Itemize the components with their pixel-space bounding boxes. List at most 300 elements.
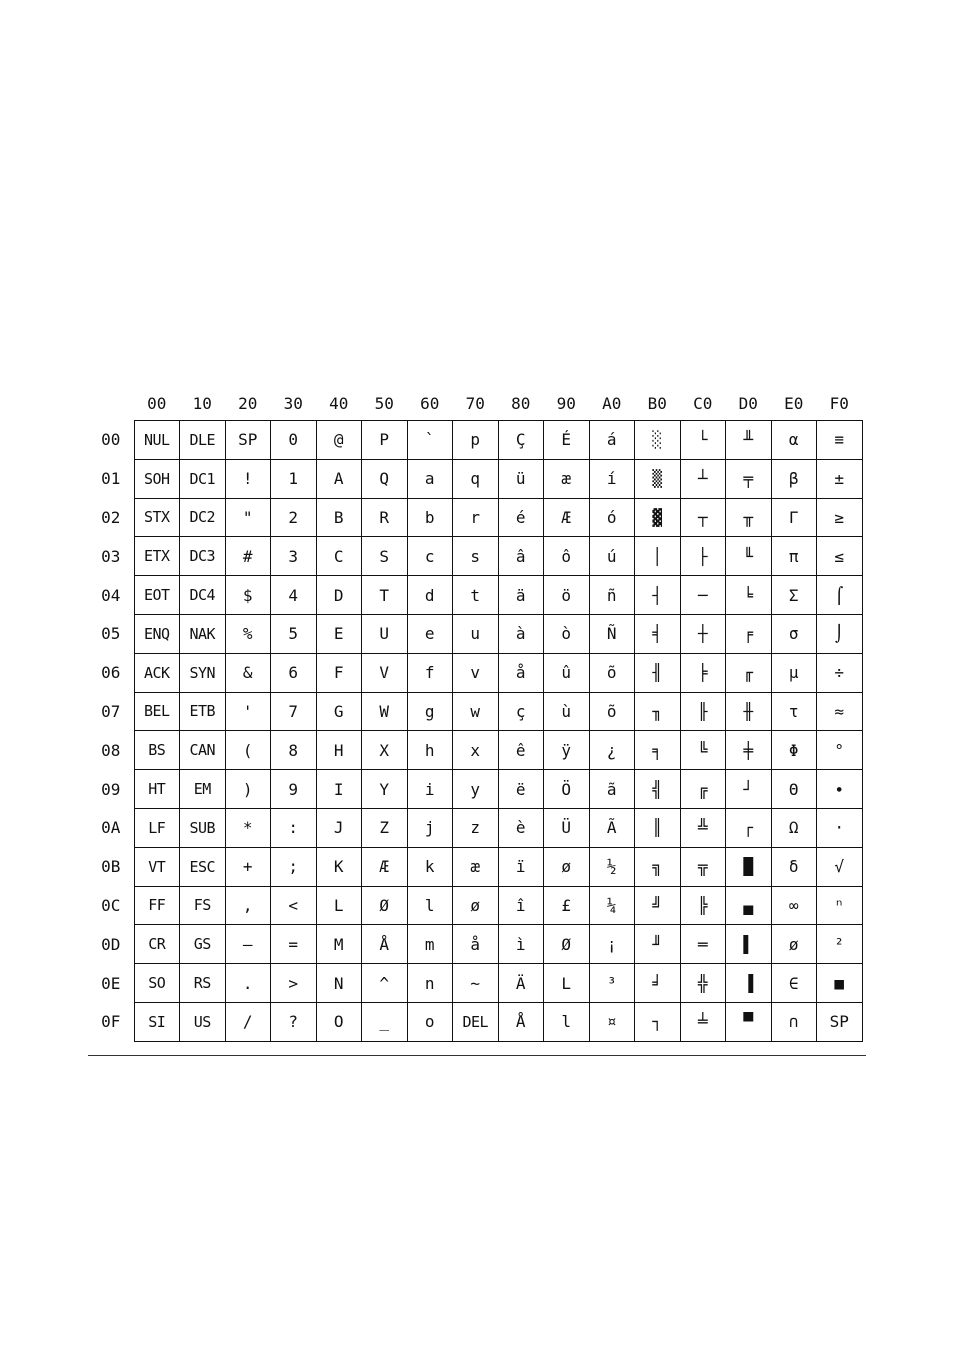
character-cell: 3 [271, 537, 317, 576]
character-cell: æ [544, 459, 590, 498]
row-header: 0E [101, 973, 121, 993]
character-cell: ╞ [680, 653, 726, 692]
character-cell: ù [544, 692, 590, 731]
character-cell: & [225, 653, 271, 692]
character-cell: û [544, 653, 590, 692]
character-cell: Ã [589, 808, 635, 847]
column-header: C0 [693, 393, 713, 413]
character-cell: DLE [180, 421, 226, 460]
character-cell: B [316, 498, 362, 537]
character-cell: ┼ [680, 614, 726, 653]
character-cell: ╫ [726, 692, 772, 731]
column-header: 20 [238, 393, 258, 413]
character-cell: BEL [134, 692, 180, 731]
character-cell: L [544, 964, 590, 1003]
character-cell: u [453, 614, 499, 653]
column-header: F0 [829, 393, 849, 413]
character-cell: ╘ [726, 576, 772, 615]
character-cell: ╣ [635, 770, 681, 809]
character-cell: DC3 [180, 537, 226, 576]
character-cell: î [498, 886, 544, 925]
character-cell: VT [134, 847, 180, 886]
character-cell: p [453, 421, 499, 460]
character-cell: US [180, 1002, 226, 1041]
character-cell: τ [771, 692, 817, 731]
character-cell: õ [589, 692, 635, 731]
character-cell: ≈ [817, 692, 863, 731]
column-header: A0 [602, 393, 622, 413]
row-header: 0A [101, 818, 121, 838]
character-cell: q [453, 459, 499, 498]
character-cell: Γ [771, 498, 817, 537]
character-cell: ┴ [680, 459, 726, 498]
character-cell: ┘ [726, 770, 772, 809]
character-cell: ⁿ [817, 886, 863, 925]
character-cell: l [544, 1002, 590, 1041]
character-cell: á [589, 421, 635, 460]
character-cell: ò [544, 614, 590, 653]
character-cell: ╥ [726, 498, 772, 537]
character-cell: Æ [362, 847, 408, 886]
character-cell: ÿ [544, 731, 590, 770]
character-cell: N [316, 964, 362, 1003]
character-cell: 0 [271, 421, 317, 460]
character-cell: ø [544, 847, 590, 886]
character-cell: ETX [134, 537, 180, 576]
character-cell: Ö [544, 770, 590, 809]
character-cell: ╓ [726, 653, 772, 692]
character-cell: ' [225, 692, 271, 731]
character-cell: l [407, 886, 453, 925]
character-cell: h [407, 731, 453, 770]
character-cell: ã [589, 770, 635, 809]
character-cell: ╤ [726, 459, 772, 498]
character-cell: ░ [635, 421, 681, 460]
character-cell: α [771, 421, 817, 460]
character-cell: ┌ [726, 808, 772, 847]
character-cell: ÷ [817, 653, 863, 692]
column-header: 00 [147, 393, 167, 413]
row-header: 02 [101, 507, 121, 527]
character-cell: y [453, 770, 499, 809]
character-cell: ╕ [635, 731, 681, 770]
character-cell: ESC [180, 847, 226, 886]
character-cell: õ [589, 653, 635, 692]
character-cell: FS [180, 886, 226, 925]
character-cell: D [316, 576, 362, 615]
character-cell: ╢ [635, 653, 681, 692]
table-row [88, 576, 862, 615]
character-cell: F [316, 653, 362, 692]
character-cell: SO [134, 964, 180, 1003]
character-cell: V [362, 653, 408, 692]
character-cell: ┐ [635, 1002, 681, 1041]
character-cell: Y [362, 770, 408, 809]
character-cell: LF [134, 808, 180, 847]
table-row [88, 459, 862, 498]
character-cell: RS [180, 964, 226, 1003]
character-cell: % [225, 614, 271, 653]
character-cell: A [316, 459, 362, 498]
character-cell: ú [589, 537, 635, 576]
character-cell: I [316, 770, 362, 809]
character-cell: ╒ [726, 614, 772, 653]
character-cell: β [771, 459, 817, 498]
character-cell: ▄ [726, 886, 772, 925]
horizontal-rule [88, 1055, 866, 1056]
character-cell: 8 [271, 731, 317, 770]
character-cell: Ç [498, 421, 544, 460]
character-cell: E [316, 614, 362, 653]
character-cell: Φ [771, 731, 817, 770]
character-cell: # [225, 537, 271, 576]
character-cell: ± [817, 459, 863, 498]
character-cell: å [498, 653, 544, 692]
table-row [88, 886, 862, 925]
character-cell: J [316, 808, 362, 847]
character-cell: EM [180, 770, 226, 809]
character-cell: " [225, 498, 271, 537]
character-cell: EOT [134, 576, 180, 615]
row-header: 01 [101, 469, 121, 489]
character-cell: ╪ [726, 731, 772, 770]
column-header: 90 [556, 393, 576, 413]
table-row [88, 614, 862, 653]
row-header: 0B [101, 857, 121, 877]
character-cell: £ [544, 886, 590, 925]
table-row [88, 731, 862, 770]
character-cell: ⌡ [817, 614, 863, 653]
character-cell: ¡ [589, 925, 635, 964]
character-cell: ` [407, 421, 453, 460]
character-cell: S [362, 537, 408, 576]
column-header: 80 [511, 393, 531, 413]
character-cell: ─ [680, 576, 726, 615]
character-cell: f [407, 653, 453, 692]
character-cell: δ [771, 847, 817, 886]
character-cell: Z [362, 808, 408, 847]
character-cell: ≡ [817, 421, 863, 460]
character-cell: ╧ [680, 1002, 726, 1041]
character-cell: Ω [771, 808, 817, 847]
character-cell: · [817, 808, 863, 847]
character-cell: ! [225, 459, 271, 498]
character-cell: ⌠ [817, 576, 863, 615]
character-cell: ^ [362, 964, 408, 1003]
character-cell: GS [180, 925, 226, 964]
table-row [88, 498, 862, 537]
column-header: 70 [465, 393, 485, 413]
character-cell: â [498, 537, 544, 576]
character-set-table [88, 386, 863, 1042]
character-cell: └ [680, 421, 726, 460]
character-cell: U [362, 614, 408, 653]
character-cell: SUB [180, 808, 226, 847]
character-cell: @ [316, 421, 362, 460]
column-header: 40 [329, 393, 349, 413]
character-cell: Ñ [589, 614, 635, 653]
character-cell: æ [453, 847, 499, 886]
character-cell: ø [453, 886, 499, 925]
column-header-row [88, 386, 862, 421]
character-cell: + [225, 847, 271, 886]
character-cell: Q [362, 459, 408, 498]
character-cell: NAK [180, 614, 226, 653]
character-cell: C [316, 537, 362, 576]
character-cell: ╬ [680, 964, 726, 1003]
character-cell: STX [134, 498, 180, 537]
character-cell: W [362, 692, 408, 731]
character-cell: Ø [362, 886, 408, 925]
character-cell: HT [134, 770, 180, 809]
character-cell: b [407, 498, 453, 537]
character-cell: v [453, 653, 499, 692]
character-cell: m [407, 925, 453, 964]
character-cell: a [407, 459, 453, 498]
character-cell: ) [225, 770, 271, 809]
row-header: 08 [101, 740, 121, 760]
character-cell: . [225, 964, 271, 1003]
character-cell: ? [271, 1002, 317, 1041]
character-cell: > [271, 964, 317, 1003]
character-cell: σ [771, 614, 817, 653]
character-cell: DC1 [180, 459, 226, 498]
character-cell: é [498, 498, 544, 537]
character-cell: 9 [271, 770, 317, 809]
row-header: 04 [101, 585, 121, 605]
character-cell: │ [635, 537, 681, 576]
character-cell: 7 [271, 692, 317, 731]
character-cell: ╝ [635, 886, 681, 925]
character-cell: ╩ [680, 808, 726, 847]
character-cell: ë [498, 770, 544, 809]
row-header: 07 [101, 701, 121, 721]
character-cell: ≥ [817, 498, 863, 537]
table-row [88, 537, 862, 576]
character-cell: ▀ [726, 1002, 772, 1041]
character-cell: ∙ [817, 770, 863, 809]
character-cell: DC4 [180, 576, 226, 615]
character-cell: Ü [544, 808, 590, 847]
character-cell: ( [225, 731, 271, 770]
row-header: 0D [101, 934, 121, 954]
character-cell: d [407, 576, 453, 615]
character-cell: à [498, 614, 544, 653]
character-cell: SP [817, 1002, 863, 1041]
character-cell: 1 [271, 459, 317, 498]
character-cell: o [407, 1002, 453, 1041]
character-cell: 2 [271, 498, 317, 537]
character-cell: µ [771, 653, 817, 692]
row-header: 03 [101, 546, 121, 566]
character-cell: Ø [544, 925, 590, 964]
table-row [88, 964, 862, 1003]
character-cell: Ä [498, 964, 544, 1003]
character-cell: x [453, 731, 499, 770]
row-header: 0C [101, 895, 121, 915]
character-cell: ï [498, 847, 544, 886]
table-row [88, 1002, 862, 1041]
character-cell: ü [498, 459, 544, 498]
character-cell: w [453, 692, 499, 731]
character-cell: ø [771, 925, 817, 964]
character-cell: ñ [589, 576, 635, 615]
character-cell: ├ [680, 537, 726, 576]
character-cell: ╖ [635, 692, 681, 731]
character-cell: ½ [589, 847, 635, 886]
character-cell: ╠ [680, 886, 726, 925]
character-cell: r [453, 498, 499, 537]
character-cell: ║ [635, 808, 681, 847]
character-cell: n [407, 964, 453, 1003]
character-cell: 4 [271, 576, 317, 615]
character-cell: π [771, 537, 817, 576]
column-header: D0 [738, 393, 758, 413]
character-cell: ╚ [680, 731, 726, 770]
character-grid [88, 421, 862, 1042]
character-cell: ì [498, 925, 544, 964]
table-row [88, 925, 862, 964]
table-row [88, 653, 862, 692]
character-cell: _ [362, 1002, 408, 1041]
character-cell: FF [134, 886, 180, 925]
character-cell: ╛ [635, 964, 681, 1003]
character-cell: SP [225, 421, 271, 460]
character-cell: i [407, 770, 453, 809]
character-cell: , [225, 886, 271, 925]
character-cell: T [362, 576, 408, 615]
character-cell: : [271, 808, 317, 847]
row-header: 09 [101, 779, 121, 799]
character-cell: z [453, 808, 499, 847]
character-cell: j [407, 808, 453, 847]
character-cell: BS [134, 731, 180, 770]
table-row [88, 692, 862, 731]
row-header: 06 [101, 663, 121, 683]
character-cell: / [225, 1002, 271, 1041]
character-cell: ç [498, 692, 544, 731]
character-cell: ╡ [635, 614, 681, 653]
character-cell: SYN [180, 653, 226, 692]
character-cell: É [544, 421, 590, 460]
character-cell: ACK [134, 653, 180, 692]
character-cell: DC2 [180, 498, 226, 537]
character-cell: █ [726, 847, 772, 886]
table-row [88, 847, 862, 886]
character-cell: ∈ [771, 964, 817, 1003]
character-cell: ; [271, 847, 317, 886]
character-cell: s [453, 537, 499, 576]
character-cell: ═ [680, 925, 726, 964]
row-header: 00 [101, 430, 121, 450]
character-cell: K [316, 847, 362, 886]
character-cell: ╟ [680, 692, 726, 731]
row-header: 05 [101, 624, 121, 644]
character-cell: – [225, 925, 271, 964]
table-row [88, 770, 862, 809]
column-header: E0 [784, 393, 804, 413]
character-cell: NUL [134, 421, 180, 460]
table-row [88, 808, 862, 847]
column-header: 10 [192, 393, 212, 413]
column-header: 60 [420, 393, 440, 413]
character-cell: ∞ [771, 886, 817, 925]
character-cell: ≤ [817, 537, 863, 576]
character-cell: ╙ [726, 537, 772, 576]
column-header: 50 [374, 393, 394, 413]
character-cell: ╔ [680, 770, 726, 809]
character-cell: G [316, 692, 362, 731]
character-cell: ▒ [635, 459, 681, 498]
character-cell: ê [498, 731, 544, 770]
character-cell: O [316, 1002, 362, 1041]
character-cell: ² [817, 925, 863, 964]
corner-cell [88, 386, 134, 421]
character-cell: P [362, 421, 408, 460]
character-cell: ~ [453, 964, 499, 1003]
character-cell: ╜ [635, 925, 681, 964]
character-cell: ∩ [771, 1002, 817, 1041]
table-row [88, 421, 862, 460]
character-cell: 6 [271, 653, 317, 692]
character-cell: c [407, 537, 453, 576]
character-cell: Å [498, 1002, 544, 1041]
character-cell: ö [544, 576, 590, 615]
character-set-table-container [88, 386, 868, 1042]
character-cell: ä [498, 576, 544, 615]
character-cell: t [453, 576, 499, 615]
character-cell: X [362, 731, 408, 770]
character-cell: ¼ [589, 886, 635, 925]
character-cell: ╗ [635, 847, 681, 886]
character-cell: Æ [544, 498, 590, 537]
character-cell: e [407, 614, 453, 653]
character-cell: ▌ [726, 925, 772, 964]
character-cell: $ [225, 576, 271, 615]
character-cell: ¤ [589, 1002, 635, 1041]
character-cell: ┬ [680, 498, 726, 537]
row-header: 0F [101, 1012, 121, 1032]
character-cell: * [225, 808, 271, 847]
character-cell: L [316, 886, 362, 925]
character-cell: SI [134, 1002, 180, 1041]
character-cell: ° [817, 731, 863, 770]
character-cell: å [453, 925, 499, 964]
character-cell: ENQ [134, 614, 180, 653]
character-cell: g [407, 692, 453, 731]
character-cell: Σ [771, 576, 817, 615]
character-cell: H [316, 731, 362, 770]
character-cell: è [498, 808, 544, 847]
character-cell: CAN [180, 731, 226, 770]
character-cell: Θ [771, 770, 817, 809]
character-cell: M [316, 925, 362, 964]
character-cell: ■ [817, 964, 863, 1003]
character-cell: ┤ [635, 576, 681, 615]
character-cell: Å [362, 925, 408, 964]
character-cell: ╨ [726, 421, 772, 460]
character-cell: ╦ [680, 847, 726, 886]
character-cell: ó [589, 498, 635, 537]
column-header: B0 [647, 393, 667, 413]
character-cell: ▐ [726, 964, 772, 1003]
character-cell: ▓ [635, 498, 681, 537]
character-cell: ³ [589, 964, 635, 1003]
character-cell: ETB [180, 692, 226, 731]
character-cell: R [362, 498, 408, 537]
character-cell: 5 [271, 614, 317, 653]
character-cell: ¿ [589, 731, 635, 770]
